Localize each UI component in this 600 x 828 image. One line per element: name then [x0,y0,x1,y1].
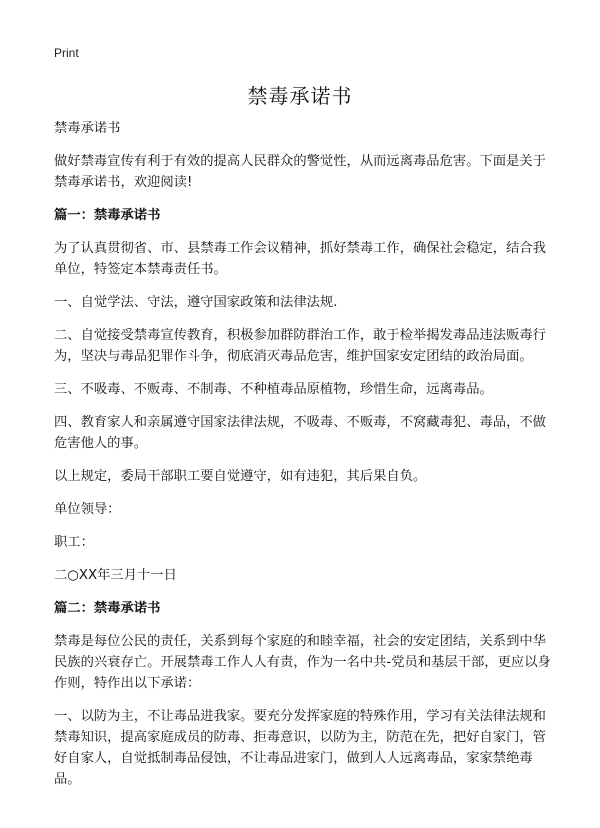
paragraph-intro: 做好禁毒宣传有利于有效的提高人民群众的警觉性，从而远离毒品危害。下面是关于禁毒承诺书，欢迎阅读! [54,154,546,190]
paragraph: 以上规定，委局干部职工要自觉遵守，如有违犯，其后果自负。 [54,469,427,484]
section-heading-2: 篇二：禁毒承诺书 [54,601,161,616]
paragraph: 为了认真贯彻省、市、县禁毒工作会议精神，抓好禁毒工作，确保社会稳定，结合我单位，特签定本禁毒责任书。 [54,241,546,277]
date-line: 二○XX年三月十一日 [54,568,177,583]
paragraph-subtitle: 禁毒承诺书 [54,121,121,136]
paragraph: 三、不吸毒、不贩毒、不制毒、不种植毒品原植物，珍惜生命，远离毒品。 [54,382,493,397]
paragraph: 一、自觉学法、守法，遵守国家政策和法律法规. [54,295,338,310]
signature-unit-leader: 单位领导： [54,502,121,517]
document-body [54,118,554,802]
section-heading-1: 篇一：禁毒承诺书 [54,208,161,223]
paragraph: 一、以防为主，不让毒品进我家。要充分发挥家庭的特殊作用，学习有关法律法规和禁毒知识，提高家庭成员的防毒、拒毒意识，以防为主，防范在先，把好自家门，管好自家人，自觉抵制毒品侵蚀，不让毒品进家门，做到人人远离毒品，家家禁绝毒品。 [54,709,546,787]
print-label[interactable]: Print [54,46,79,60]
signature-staff: 职工： [54,535,94,550]
paragraph: 二、自觉接受禁毒宣传教育，积极参加群防群治工作，敢于检举揭发毒品违法贩毒行为，坚决与毒品犯罪作斗争，彻底消灭毒品危害，维护国家安定团结的政治局面。 [54,328,546,364]
paragraph: 四、教育家人和亲属遵守国家法律法规，不吸毒、不贩毒，不窝藏毒犯、毒品，不做危害他人的事。 [54,415,546,451]
paragraph: 禁毒是每位公民的责任，关系到每个家庭的和睦幸福，社会的安定团结，关系到中华民族的兴衰存亡。开展禁毒工作人人有责，作为一名中共-党员和基层干部，更应以身作则，特作出以下承诺： [54,634,551,691]
document-title: 禁毒承诺书 [247,84,353,108]
